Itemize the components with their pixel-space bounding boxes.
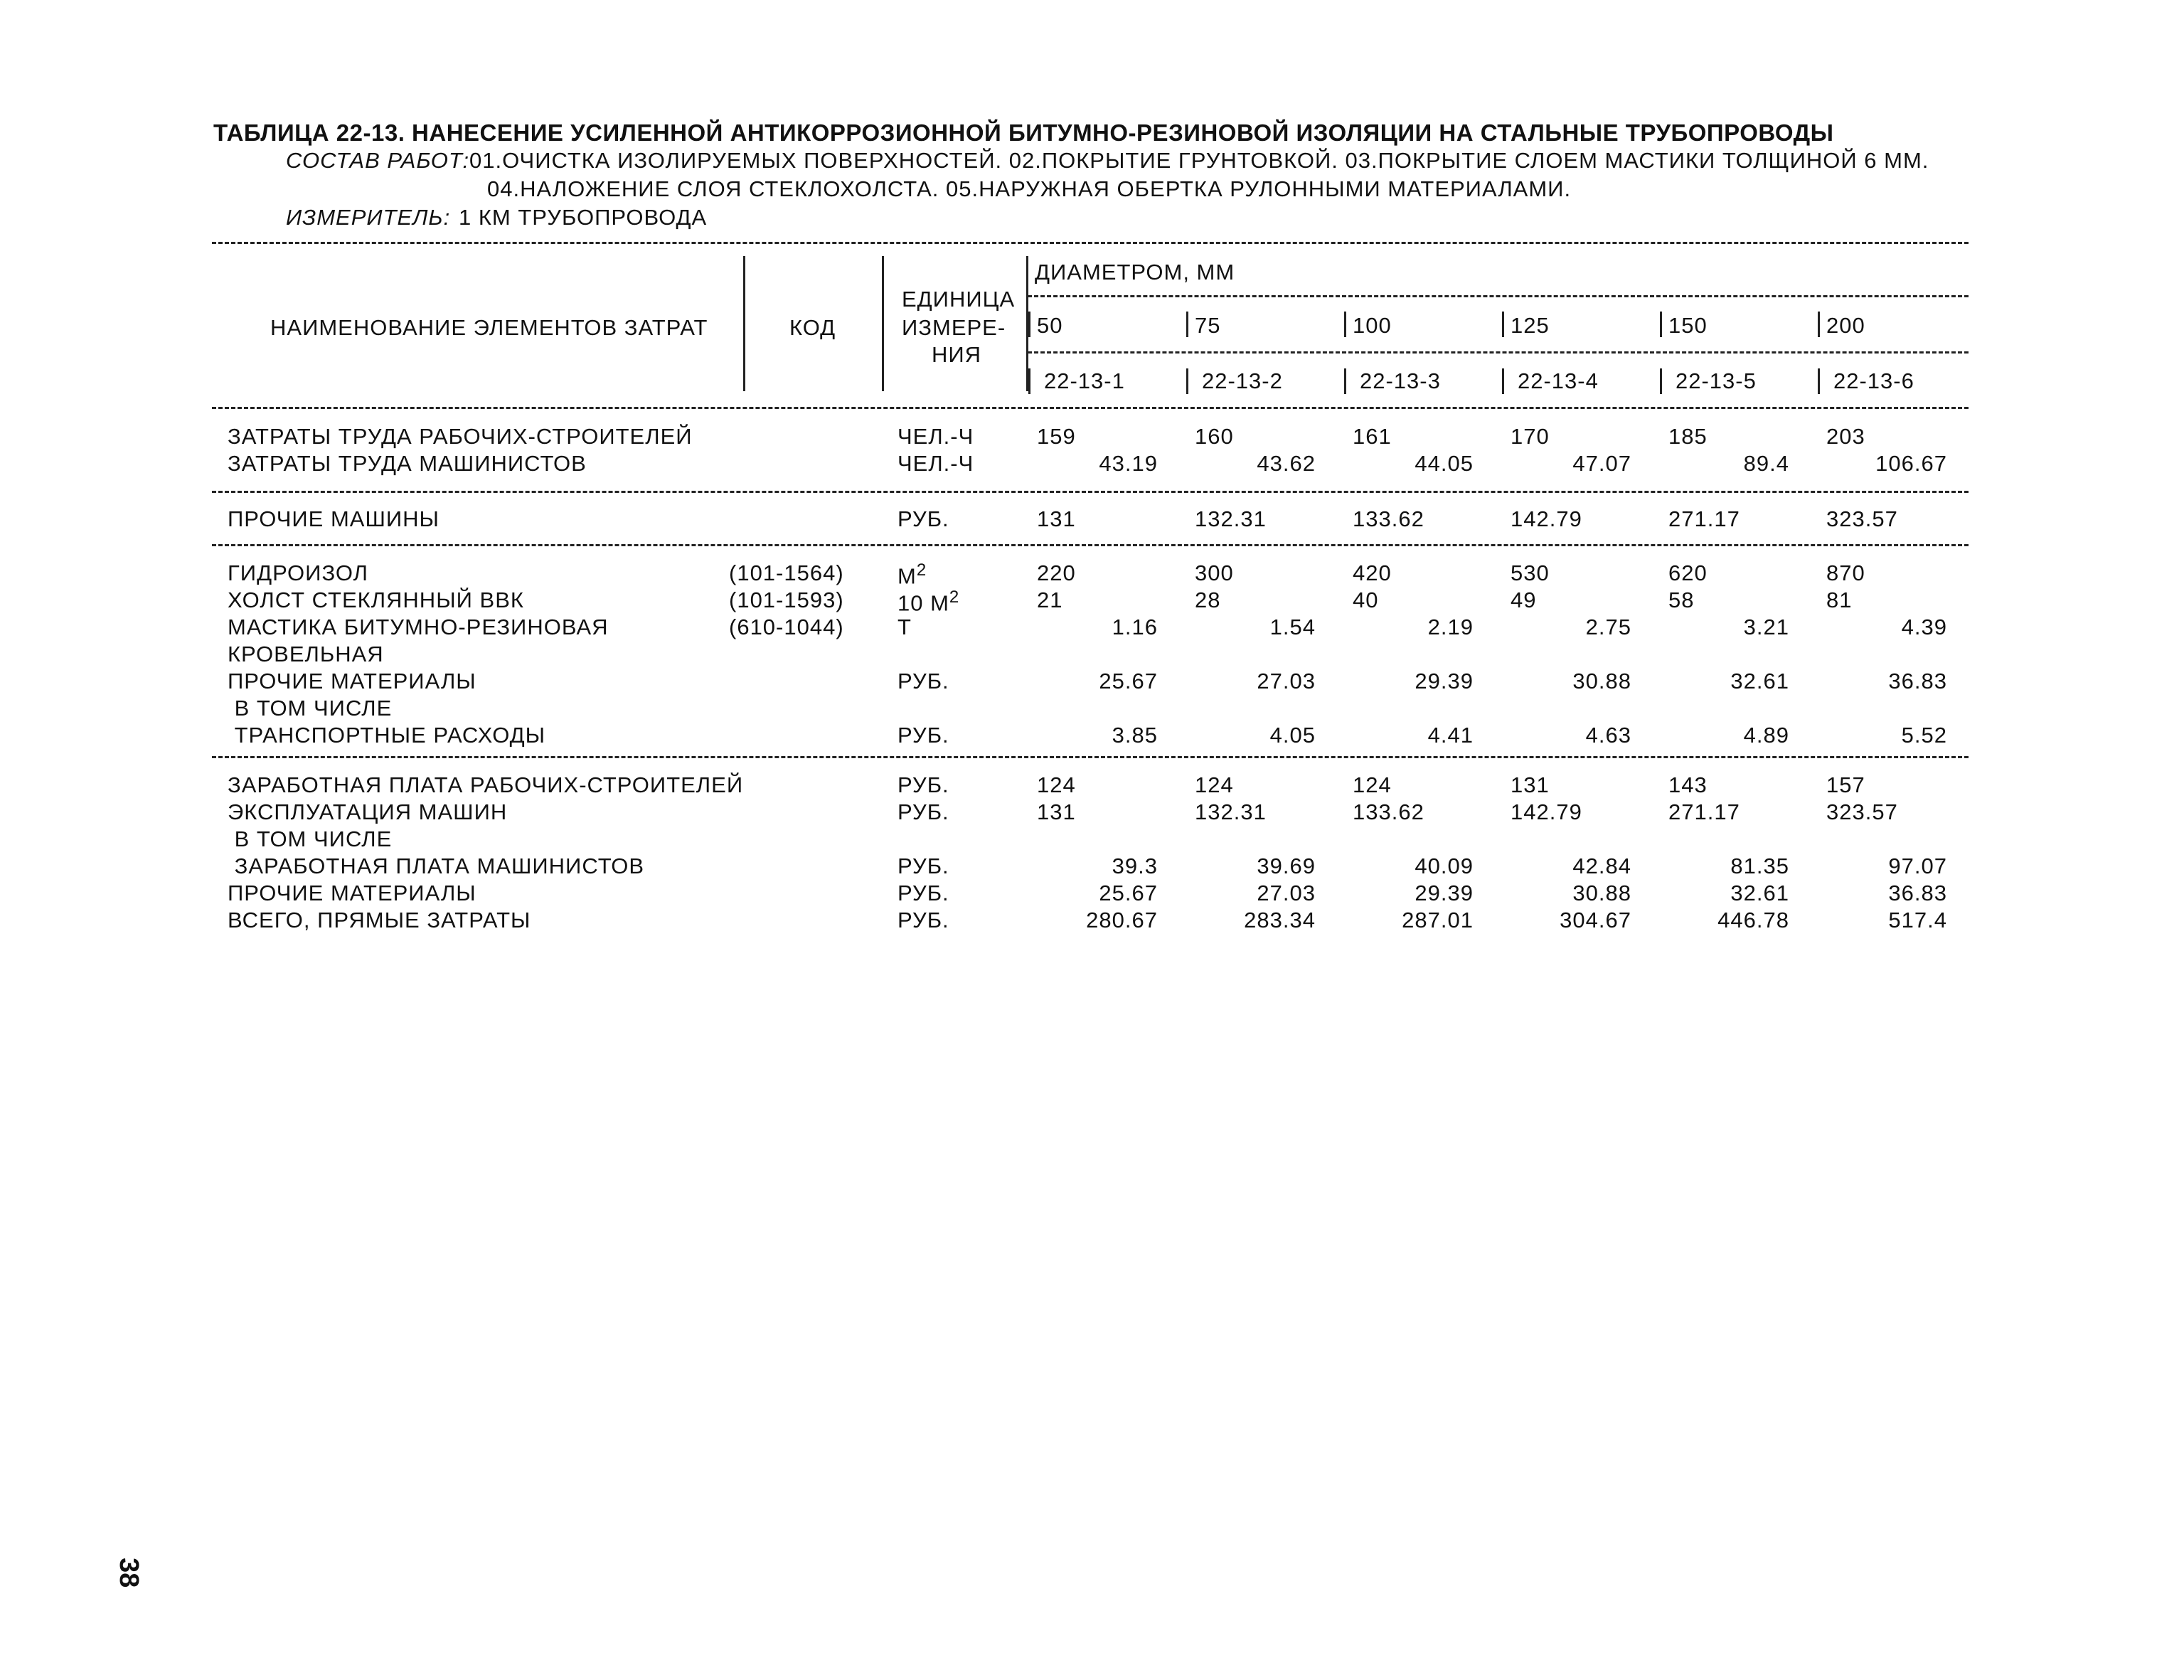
row-unit-text: ЧЕЛ.-Ч — [897, 451, 974, 476]
table-cell: 1.54 — [1269, 615, 1316, 639]
table-cell: 43.62 — [1257, 451, 1316, 476]
table-cell: 161 — [1353, 424, 1392, 449]
table-cell: 39.69 — [1257, 854, 1316, 878]
table-cell: 44.05 — [1415, 451, 1474, 476]
code-divider — [1502, 368, 1504, 394]
row-name: ГИДРОИЗОЛ — [228, 560, 368, 585]
row-unit — [897, 508, 949, 530]
row-name: ПРОЧИЕ МАШИНЫ — [228, 506, 440, 531]
row-name: ЗАРАБОТНАЯ ПЛАТА РАБОЧИХ-СТРОИТЕЛЕЙ — [228, 772, 744, 797]
table-code-label: 22-13-3 — [1360, 368, 1441, 393]
table-cell: 106.67 — [1875, 451, 1947, 476]
col-header-unit-3: НИЯ — [932, 342, 982, 367]
table-cell: 323.57 — [1826, 799, 1898, 824]
table-cell: 25.67 — [1099, 881, 1158, 905]
row-unit — [897, 882, 949, 904]
table-cell: 620 — [1668, 560, 1708, 585]
row-name: ТРАНСПОРТНЫЕ РАСХОДЫ — [228, 723, 546, 748]
table-cell: 32.61 — [1730, 669, 1789, 693]
col-header-unit-2: ИЗМЕРЕ- — [902, 315, 1006, 340]
table-cell: 29.39 — [1415, 881, 1474, 905]
row-unit-text: РУБ. — [897, 799, 949, 824]
table-cell: 27.03 — [1257, 881, 1316, 905]
row-unit — [897, 855, 949, 877]
row-unit — [897, 774, 949, 796]
table-cell: 133.62 — [1353, 799, 1424, 824]
table-cell: 47.07 — [1572, 451, 1631, 476]
table-cell: 30.88 — [1572, 881, 1631, 905]
table-cell: 131 — [1037, 799, 1076, 824]
diameter-value: 125 — [1511, 313, 1550, 338]
row-unit-text: М — [897, 563, 917, 589]
table-cell: 40 — [1353, 588, 1379, 612]
diameter-value: 50 — [1037, 313, 1063, 338]
code-divider — [1818, 368, 1820, 394]
table-cell: 870 — [1826, 560, 1865, 585]
table-cell: 517.4 — [1888, 908, 1947, 932]
row-name: ХОЛСТ СТЕКЛЯННЫЙ ВВК — [228, 588, 524, 612]
row-unit — [897, 589, 959, 614]
meter-label: ИЗМЕРИТЕЛЬ: — [286, 205, 451, 230]
table-code-label: 22-13-6 — [1833, 368, 1914, 393]
row-unit-text: РУБ. — [897, 723, 949, 748]
table-cell: 2.75 — [1585, 615, 1631, 639]
diameter-value: 150 — [1668, 313, 1708, 338]
works-line-2: 04.НАЛОЖЕНИЕ СЛОЯ СТЕКЛОХОЛСТА. 05.НАРУЖНАЯ ОБЕРТКА РУЛОННЫМИ МАТЕРИАЛАМИ. — [487, 176, 1572, 201]
table-cell: 43.19 — [1099, 451, 1158, 476]
table-cell: 323.57 — [1826, 506, 1898, 531]
page-number: 38 — [114, 1558, 144, 1588]
table-cell: 39.3 — [1112, 854, 1158, 878]
table-cell: 203 — [1826, 424, 1865, 449]
table-cell: 185 — [1668, 424, 1708, 449]
diameter-divider — [1502, 312, 1504, 337]
table-cell: 2.19 — [1427, 615, 1474, 639]
meter-value: 1 КМ ТРУБОПРОВОДА — [459, 205, 708, 230]
table-code-label: 22-13-1 — [1044, 368, 1125, 393]
diameter-divider — [1186, 312, 1188, 337]
table-cell: 58 — [1668, 588, 1695, 612]
col-header-unit-1: ЕДИНИЦА — [902, 287, 1016, 312]
row-unit — [897, 909, 949, 931]
row-unit-text: 10 М — [897, 590, 949, 616]
row-unit-text: РУБ. — [897, 908, 949, 932]
section-rule-2 — [212, 544, 1969, 546]
table-cell: 32.61 — [1730, 881, 1789, 905]
header-divider-1 — [743, 256, 745, 391]
table-cell: 29.39 — [1415, 669, 1474, 693]
header-divider-2 — [882, 256, 884, 391]
row-unit-text: РУБ. — [897, 669, 949, 693]
table-code-label: 22-13-5 — [1676, 368, 1757, 393]
table-cell: 287.01 — [1402, 908, 1474, 932]
row-unit-text: РУБ. — [897, 506, 949, 531]
row-name: В ТОМ ЧИСЛЕ — [228, 696, 393, 721]
code-divider — [1660, 368, 1662, 394]
table-cell: 131 — [1037, 506, 1076, 531]
table-cell: 420 — [1353, 560, 1392, 585]
code-divider — [1344, 368, 1346, 394]
diameter-divider — [1818, 312, 1820, 337]
row-unit — [897, 452, 974, 474]
table-cell: 124 — [1037, 772, 1076, 797]
row-unit — [897, 616, 912, 638]
row-name: МАСТИКА БИТУМНО-РЕЗИНОВАЯ — [228, 615, 609, 639]
table-cell: 142.79 — [1511, 506, 1582, 531]
section-rule-3 — [212, 756, 1969, 758]
table-cell: 36.83 — [1888, 669, 1947, 693]
table-cell: 1.16 — [1112, 615, 1158, 639]
table-cell: 304.67 — [1560, 908, 1631, 932]
row-unit — [897, 670, 949, 692]
row-name: ЗАТРАТЫ ТРУДА РАБОЧИХ-СТРОИТЕЛЕЙ — [228, 424, 693, 449]
table-cell: 3.85 — [1112, 723, 1158, 748]
table-cell: 131 — [1511, 772, 1550, 797]
row-unit-superscript: 2 — [916, 560, 927, 580]
row-unit-text: РУБ. — [897, 881, 949, 905]
table-cell: 49 — [1511, 588, 1537, 612]
row-code: (101-1593) — [729, 588, 844, 612]
codes-rule — [1028, 351, 1969, 353]
table-cell: 300 — [1195, 560, 1234, 585]
row-unit-text: ЧЕЛ.-Ч — [897, 424, 974, 449]
row-name: ЭКСПЛУАТАЦИЯ МАШИН — [228, 799, 508, 824]
code-divider — [1028, 368, 1030, 394]
table-cell: 132.31 — [1195, 799, 1267, 824]
table-cell: 124 — [1195, 772, 1234, 797]
header-top-rule — [212, 242, 1969, 244]
table-cell: 81 — [1826, 588, 1853, 612]
table-cell: 4.89 — [1743, 723, 1789, 748]
table-cell: 42.84 — [1572, 854, 1631, 878]
table-cell: 25.67 — [1099, 669, 1158, 693]
table-cell: 89.4 — [1743, 451, 1789, 476]
diameter-value: 100 — [1353, 313, 1392, 338]
col-header-name: НАИМЕНОВАНИЕ ЭЛЕМЕНТОВ ЗАТРАТ — [270, 315, 708, 340]
diameter-rule — [1028, 295, 1969, 297]
row-unit-text: Т — [897, 615, 912, 639]
row-unit-superscript: 2 — [949, 588, 960, 607]
row-unit — [897, 425, 974, 447]
table-cell: 40.09 — [1415, 854, 1474, 878]
code-divider — [1186, 368, 1188, 394]
table-cell: 160 — [1195, 424, 1234, 449]
table-cell: 530 — [1511, 560, 1550, 585]
table-cell: 271.17 — [1668, 506, 1740, 531]
row-code: (610-1044) — [729, 615, 844, 639]
row-name: ВСЕГО, ПРЯМЫЕ ЗАТРАТЫ — [228, 908, 531, 932]
table-title: ТАБЛИЦА 22-13. НАНЕСЕНИЕ УСИЛЕННОЙ АНТИКОРРОЗИОННОЙ БИТУМНО-РЕЗИНОВОЙ ИЗОЛЯЦИИ НА СТАЛЬНЫЕ ТРУБОПРОВОДЫ — [213, 119, 1834, 146]
table-cell: 133.62 — [1353, 506, 1424, 531]
row-name: ЗАТРАТЫ ТРУДА МАШИНИСТОВ — [228, 451, 587, 476]
row-unit-text: РУБ. — [897, 772, 949, 797]
diameter-divider — [1660, 312, 1662, 337]
table-cell: 271.17 — [1668, 799, 1740, 824]
row-code: (101-1564) — [729, 560, 844, 585]
table-cell: 81.35 — [1730, 854, 1789, 878]
diameter-divider — [1344, 312, 1346, 337]
row-name: ПРОЧИЕ МАТЕРИАЛЫ — [228, 669, 476, 693]
row-unit — [897, 801, 949, 823]
diameter-divider — [1028, 312, 1030, 337]
table-cell: 4.63 — [1585, 723, 1631, 748]
table-cell: 446.78 — [1717, 908, 1789, 932]
table-cell: 4.05 — [1269, 723, 1316, 748]
diameter-value: 75 — [1195, 313, 1221, 338]
table-cell: 28 — [1195, 588, 1221, 612]
table-cell: 142.79 — [1511, 799, 1582, 824]
table-cell: 132.31 — [1195, 506, 1267, 531]
table-cell: 4.41 — [1427, 723, 1474, 748]
diameter-value: 200 — [1826, 313, 1865, 338]
table-code-label: 22-13-2 — [1202, 368, 1283, 393]
table-cell: 3.21 — [1743, 615, 1789, 639]
table-cell: 21 — [1037, 588, 1063, 612]
table-cell: 143 — [1668, 772, 1708, 797]
row-name: ЗАРАБОТНАЯ ПЛАТА МАШИНИСТОВ — [228, 854, 645, 878]
table-cell: 283.34 — [1244, 908, 1316, 932]
table-cell: 220 — [1037, 560, 1076, 585]
table-cell: 280.67 — [1086, 908, 1158, 932]
section-rule-1 — [212, 491, 1969, 493]
col-header-code: КОД — [789, 315, 836, 340]
table-code-label: 22-13-4 — [1518, 368, 1599, 393]
row-unit — [897, 724, 949, 746]
table-cell: 27.03 — [1257, 669, 1316, 693]
table-cell: 124 — [1353, 772, 1392, 797]
table-cell: 30.88 — [1572, 669, 1631, 693]
table-cell: 4.39 — [1901, 615, 1947, 639]
table-cell: 36.83 — [1888, 881, 1947, 905]
row-name: КРОВЕЛЬНАЯ — [228, 642, 384, 666]
row-name: ПРОЧИЕ МАТЕРИАЛЫ — [228, 881, 476, 905]
table-cell: 97.07 — [1888, 854, 1947, 878]
diameter-label: ДИАМЕТРОМ, ММ — [1035, 260, 1235, 285]
works-line-1: 01.ОЧИСТКА ИЗОЛИРУЕМЫХ ПОВЕРХНОСТЕЙ. 02.ПОКРЫТИЕ ГРУНТОВКОЙ. 03.ПОКРЫТИЕ СЛОЕМ МАСТИКИ ТОЛЩИНОЙ 6 ММ. — [469, 148, 1929, 173]
table-cell: 159 — [1037, 424, 1076, 449]
table-cell: 170 — [1511, 424, 1550, 449]
table-cell: 5.52 — [1901, 723, 1947, 748]
works-label: СОСТАВ РАБОТ: — [286, 148, 470, 173]
row-unit-text: РУБ. — [897, 854, 949, 878]
row-name: В ТОМ ЧИСЛЕ — [228, 826, 393, 851]
table-cell: 157 — [1826, 772, 1865, 797]
header-bottom-rule — [212, 407, 1969, 409]
row-unit — [897, 562, 927, 587]
